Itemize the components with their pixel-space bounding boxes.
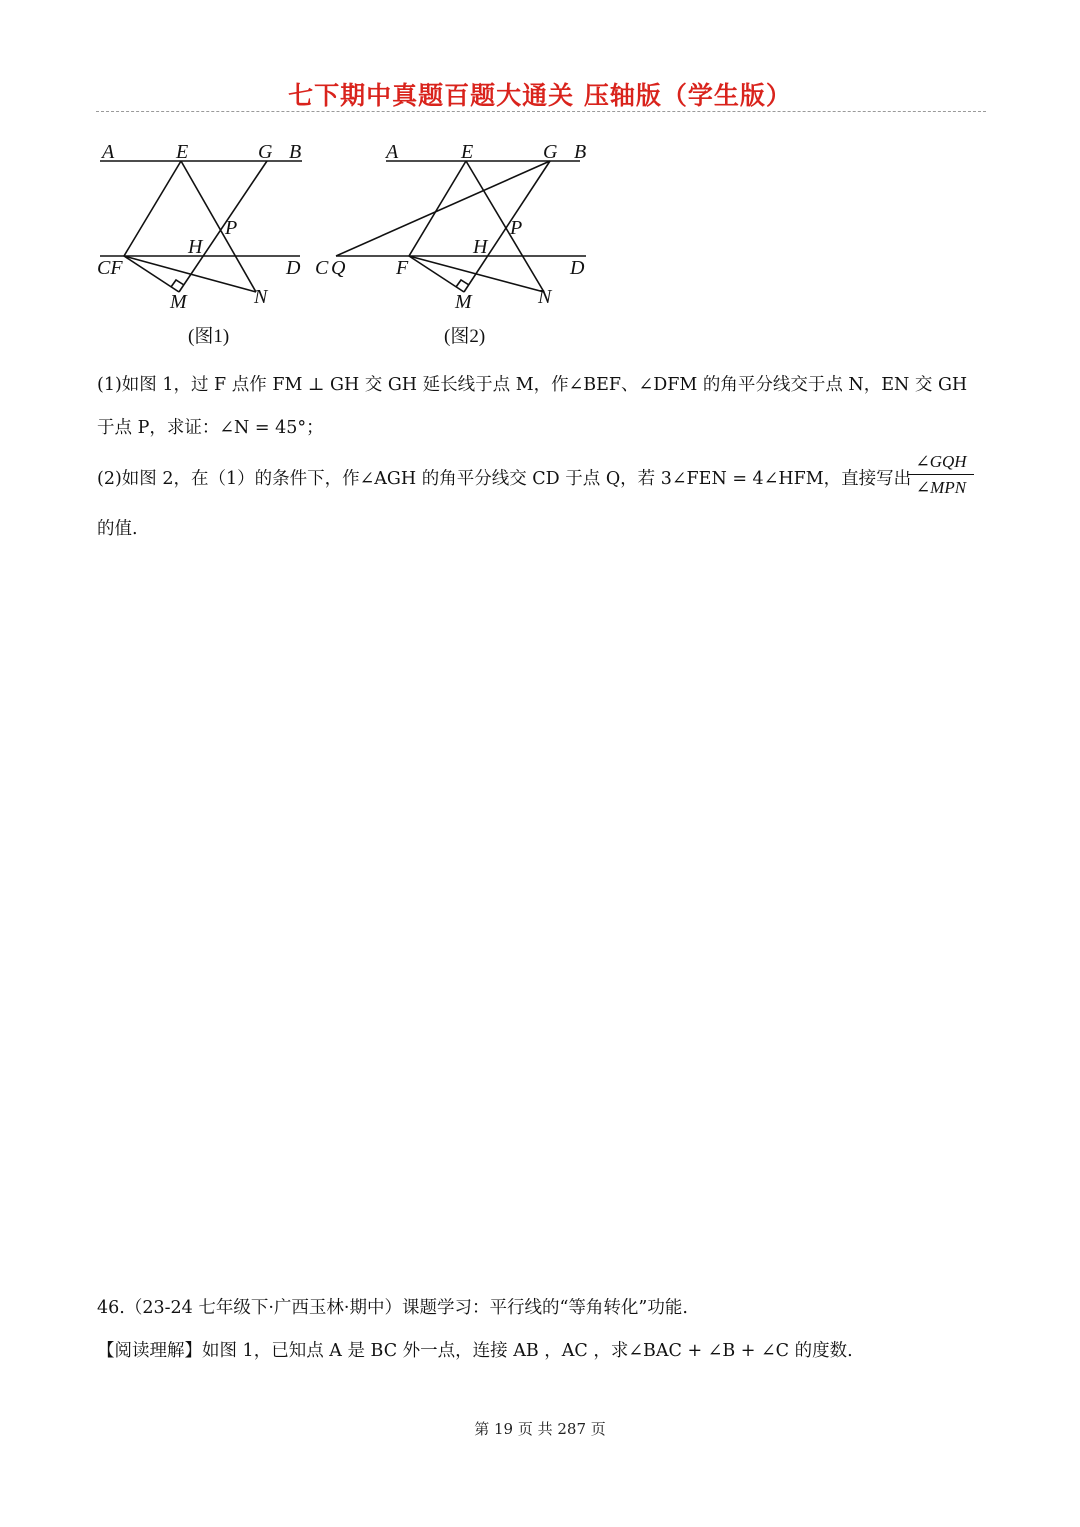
question-46-reading: 【阅读理解】如图 1，已知点 A 是 BC 外一点，连接 AB ，AC ，求∠BAC + ∠B + ∠C 的度数. <box>97 1341 853 1361</box>
label-q: Q <box>331 257 346 279</box>
label-g: G <box>258 141 273 163</box>
figure-2 <box>310 135 600 315</box>
page-number-footer: 第 19 页 共 287 页 <box>474 1420 606 1438</box>
part2-line2: 的值. <box>97 519 138 539</box>
label-e: E <box>461 141 474 163</box>
label-a: A <box>102 141 115 163</box>
label-d: D <box>570 257 585 279</box>
label-g: G <box>543 141 558 163</box>
label-m: M <box>170 291 187 313</box>
page-header-title: 七下期中真题百题大通关 压轴版（学生版） <box>288 81 792 110</box>
label-e: E <box>176 141 189 163</box>
figure-2-caption: (图2) <box>444 326 486 347</box>
segment-fn <box>409 256 544 292</box>
label-d: D <box>286 257 301 279</box>
label-n: N <box>538 286 552 308</box>
part2-line1: (2)如图 2，在（1）的条件下，作∠AGH 的角平分线交 CD 于点 Q，若 3∠FEN = 4∠HFM，直接写出 <box>97 469 912 489</box>
fraction-numerator: ∠GQH <box>908 452 974 475</box>
label-cf: CF <box>97 257 123 279</box>
part1-line1: (1)如图 1，过 F 点作 FM ⊥ GH 交 GH 延长线于点 M，作∠BEF、∠DFM 的角平分线交于点 N，EN 交 GH <box>97 375 968 395</box>
segment-ef <box>124 161 181 256</box>
label-c: C <box>315 257 329 279</box>
header-divider <box>96 111 986 112</box>
label-m: M <box>455 291 472 313</box>
angle-ratio-fraction <box>908 452 974 498</box>
segment-fn <box>124 256 256 292</box>
label-p: P <box>510 217 523 239</box>
label-h: H <box>473 236 488 258</box>
fraction-denominator: ∠MPN <box>915 478 967 497</box>
label-f: F <box>396 257 409 279</box>
label-b: B <box>289 141 302 163</box>
label-n: N <box>254 286 268 308</box>
figure-1 <box>90 135 320 315</box>
label-a: A <box>386 141 399 163</box>
part1-line2: 于点 P，求证：∠N = 45°； <box>97 418 324 438</box>
segment-ef <box>409 161 466 256</box>
label-b: B <box>574 141 587 163</box>
right-angle-mark <box>171 280 184 287</box>
figure-1-caption: (图1) <box>188 326 230 347</box>
label-h: H <box>188 236 203 258</box>
question-46-title: 46.（23-24 七年级下·广西玉林·期中）课题学习：平行线的“等角转化”功能. <box>97 1298 688 1318</box>
label-p: P <box>225 217 238 239</box>
